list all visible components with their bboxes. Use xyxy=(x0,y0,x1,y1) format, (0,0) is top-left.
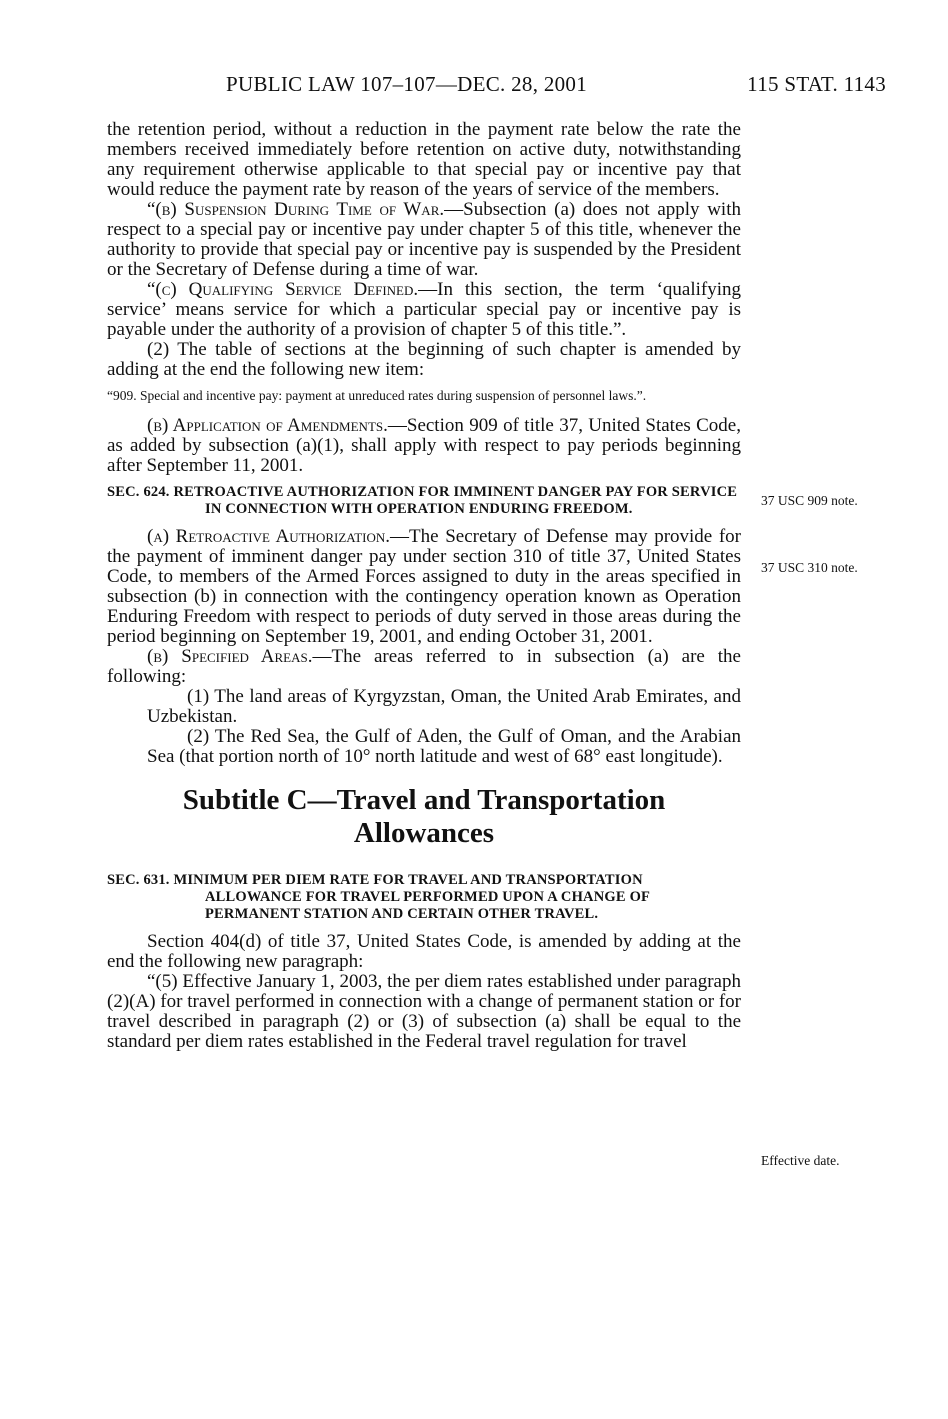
paragraph-land-areas: (1) The land areas of Kyrgyzstan, Oman, the United Arab Emirates, and Uzbekistan. xyxy=(147,686,741,727)
section-631-heading: SEC. 631. MINIMUM PER DIEM RATE FOR TRAVEL AND TRANSPORTATION ALLOWANCE FOR TRAVEL PERFORMED UPON A CHANGE OF PERMANENT STATION AND CERTAIN OTHER TRAVEL. xyxy=(107,872,650,922)
suspension-heading: “(b) Suspension During Time of War. xyxy=(147,199,445,220)
table-item-909: “909. Special and incentive pay: payment at unreduced rates during suspension of personnel laws.”. xyxy=(107,388,647,403)
section-624-heading: SEC. 624. RETROACTIVE AUTHORIZATION FOR IMMINENT DANGER PAY FOR SERVICE IN CONNECTION WITH OPERATION ENDURING FREEDOM. xyxy=(107,484,738,517)
margin-note-310: 37 USC 310 note. xyxy=(761,560,858,575)
paragraph-specified-areas xyxy=(107,647,741,687)
paragraph-retroactive xyxy=(107,527,741,647)
retroactive-heading: (a) Retroactive Authorization. xyxy=(147,526,391,547)
paragraph-effective-2003: “(5) Effective January 1, 2003, the per diem rates established under paragraph (2)(A) for travel performed in connection with a change of permanent station or for travel described in paragraph (2) or (3) of subsection (a) shall be equal to the standard per diem rates established in the Federal travel regulation for travel xyxy=(107,971,741,1052)
paragraph-section-404: Section 404(d) of title 37, United States Code, is amended by adding at the end the following new paragraph: xyxy=(107,931,741,972)
paragraph-sea-areas: (2) The Red Sea, the Gulf of Aden, the Gulf of Oman, and the Arabian Sea (that portion north of 10° north latitude and west of 68° east longitude). xyxy=(147,726,741,767)
page-body xyxy=(107,120,741,1052)
margin-note-effective-date: Effective date. xyxy=(761,1153,840,1168)
subtitle-line-1: Subtitle C—Travel and Transportation xyxy=(182,784,666,816)
application-heading: (b) Application of Amendments. xyxy=(147,415,388,436)
subtitle-c-heading xyxy=(107,784,741,850)
application-body: —Section 909 of title 37, United States Code, as added by subsection (a)(1), shall apply with respect to pay periods beginning after September 11, 2001. xyxy=(107,415,741,476)
paragraph-suspension xyxy=(107,200,741,280)
paragraph-application xyxy=(107,416,741,476)
qualifying-service-heading: “(c) Qualifying Service Defined. xyxy=(147,279,419,300)
paragraph-table-of-sections: (2) The table of sections at the beginning of such chapter is amended by adding at the end the following new item: xyxy=(107,339,741,380)
retroactive-body: —The Secretary of Defense may provide for the payment of imminent danger pay under section 310 of title 37, United States Code, to members of the Armed Forces assigned to duty in the areas specified in subsection (b) in connection with the contingency operation known as Operation Enduring Freedom with respect to periods of duty served in those areas during the period beginning on September 19, 2001, and ending October 31, 2001. xyxy=(107,526,742,647)
specified-areas-body: —The areas referred to in subsection (a) are the following: xyxy=(107,646,741,687)
running-head-title: PUBLIC LAW 107–107—DEC. 28, 2001 xyxy=(226,72,588,96)
subtitle-line-2: Allowances xyxy=(353,817,495,849)
page-number: 115 STAT. 1143 xyxy=(747,72,886,96)
specified-areas-heading: (b) Specified Areas. xyxy=(147,646,313,667)
suspension-body: —Subsection (a) does not apply with respect to a special pay or incentive pay under chapter 5 of this title, whenever the authority to provide that special pay or incentive pay is suspended by the President or the Secretary of Defense during a time of war. xyxy=(107,199,741,280)
paragraph-qualifying-service xyxy=(107,280,741,340)
paragraph-retention: the retention period, without a reduction in the payment rate below the rate the members received immediately before retention on active duty, notwithstanding any requirement otherwise applicable to that special pay or incentive pay that would reduce the payment rate by reason of the years of service of the members. xyxy=(107,119,741,200)
qualifying-service-body: —In this section, the term ‘qualifying service’ means service for which a particular special pay or incentive pay is payable under the authority of a provision of chapter 5 of this title.”. xyxy=(107,279,741,340)
margin-note-909: 37 USC 909 note. xyxy=(761,493,858,508)
